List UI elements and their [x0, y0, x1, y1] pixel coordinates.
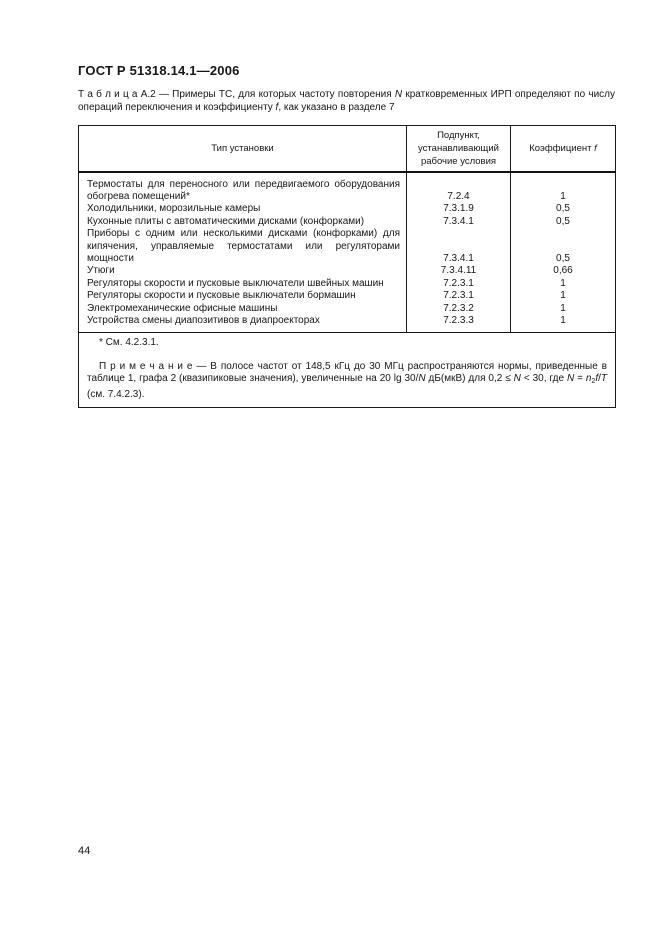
table-row — [79, 172, 616, 204]
cell-coefficient: 1 — [511, 172, 616, 204]
table-row — [79, 303, 616, 315]
cell-subclause: 7.3.4.1 — [407, 228, 511, 265]
cell-subclause: 7.3.4.1 — [407, 216, 511, 228]
cell-installation-type: Устройства смены диапозитивов в диапроекторах — [79, 315, 407, 333]
table-row — [79, 315, 616, 333]
cell-installation-type: Электромеханические офисные машины — [79, 303, 407, 315]
table-header — [79, 126, 616, 172]
table-row — [79, 228, 616, 265]
cell-subclause: 7.2.3.1 — [407, 290, 511, 302]
cell-installation-type: Приборы с одним или несколькими дисками (конфорками) для кипячения, управляемые термостатами или регуляторами мощности — [79, 228, 407, 265]
table-a2 — [78, 125, 616, 408]
column-header-coefficient: Коэффициент f — [511, 126, 616, 172]
cell-subclause: 7.2.3.1 — [407, 278, 511, 290]
cell-subclause: 7.2.4 — [407, 172, 511, 204]
cell-subclause: 7.2.3.2 — [407, 303, 511, 315]
document-code: ГОСТ Р 51318.14.1—2006 — [78, 63, 240, 78]
cell-coefficient: 1 — [511, 303, 616, 315]
cell-coefficient: 0,66 — [511, 265, 616, 277]
cell-installation-type: Термостаты для переносного или передвигаемого оборудования обогрева помещений* — [79, 172, 407, 204]
table-footnote-section — [79, 333, 616, 408]
table-row — [79, 290, 616, 302]
cell-installation-type: Холодильники, морозильные камеры — [79, 203, 407, 215]
column-header-subclause: Подпункт, устанавливающий рабочие условия — [407, 126, 511, 172]
cell-coefficient: 1 — [511, 290, 616, 302]
table-note: П р и м е ч а н и е — В полосе частот от 148,5 кГц до 30 МГц распространяются нормы, приведенные в таблице 1, графа 2 (квазипиковые значения), увеличенные на 20 lg 30/N дБ(мкВ) для 0,2 ≤ N < 30, где $N = n_2f/T$ (см. 7.4.2.3). — [87, 360, 607, 400]
cell-coefficient: 1 — [511, 278, 616, 290]
cell-subclause: 7.2.3.3 — [407, 315, 511, 333]
page-number: 44 — [78, 845, 91, 857]
cell-installation-type: Утюги — [79, 265, 407, 277]
column-header-type: Тип установки — [79, 126, 407, 172]
table-row — [79, 278, 616, 290]
table-row — [79, 265, 616, 277]
table-footnote: * См. 4.2.3.1. — [99, 337, 159, 349]
table-row — [79, 203, 616, 215]
cell-installation-type: Кухонные плиты с автоматическими дисками (конфорками) — [79, 216, 407, 228]
cell-installation-type: Регуляторы скорости и пусковые выключатели швейных машин — [79, 278, 407, 290]
cell-installation-type: Регуляторы скорости и пусковые выключатели бормашин — [79, 290, 407, 302]
cell-coefficient: 0,5 — [511, 203, 616, 215]
cell-coefficient: 1 — [511, 315, 616, 333]
table-row — [79, 216, 616, 228]
table-caption: Т а б л и ц а А.2 — Примеры ТС, для которых частоту повторения N кратковременных ИРП определяют по числу операций переключения и коэффициенту f, как указано в разделе 7 — [78, 89, 615, 113]
cell-coefficient: 0,5 — [511, 228, 616, 265]
table-body — [79, 172, 616, 333]
cell-subclause: 7.3.4.11 — [407, 265, 511, 277]
cell-subclause: 7.3.1.9 — [407, 203, 511, 215]
cell-coefficient: 0,5 — [511, 216, 616, 228]
